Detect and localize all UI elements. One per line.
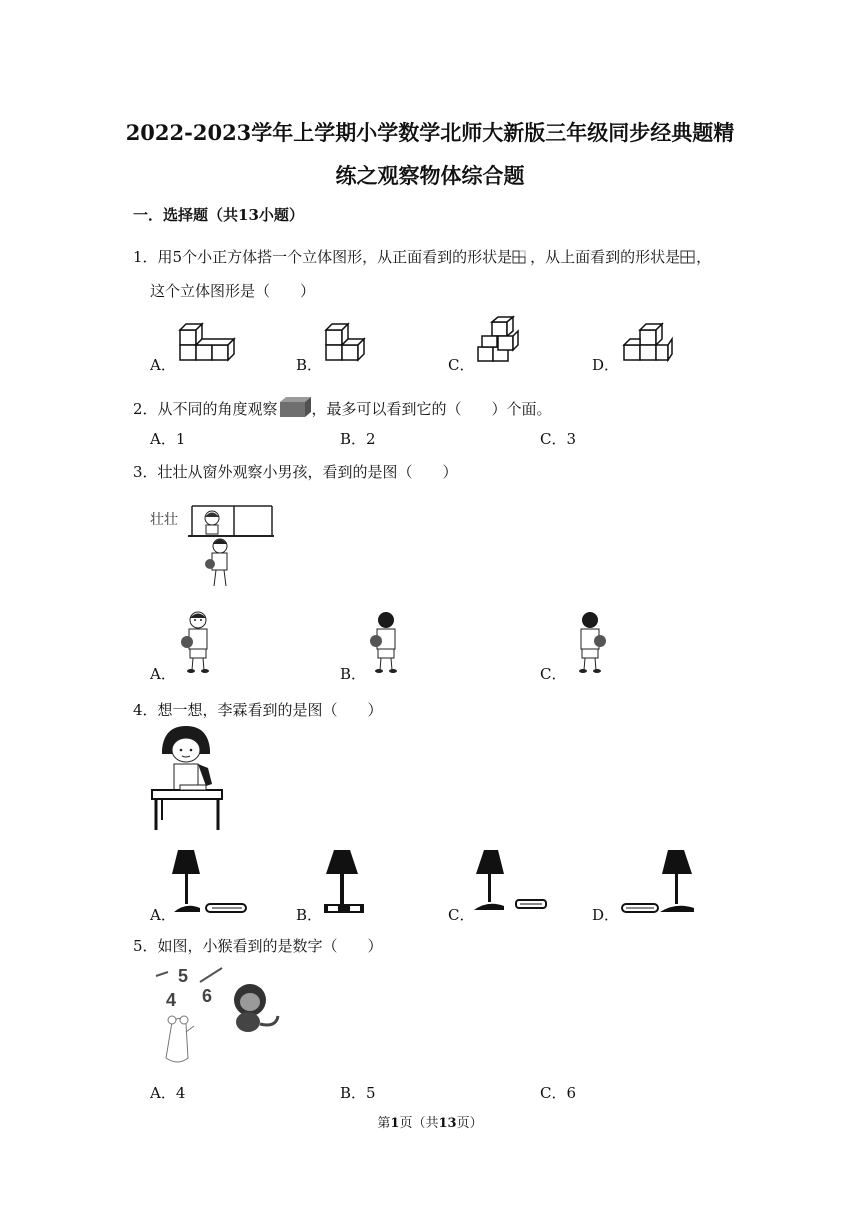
footer-pre: 第 xyxy=(377,1116,391,1131)
footer-page-number: 1 xyxy=(390,1116,400,1131)
question-3-text: 3．壮壮从窗外观察小男孩，看到的是图（ ） xyxy=(133,463,458,481)
q5-option-a[interactable]: A．4 xyxy=(150,1084,186,1102)
q5-numbers-mouse-monkey-illustration xyxy=(150,962,285,1074)
question-1-text-a: 1．用5个小正方体搭一个立体图形，从正面看到的形状是 xyxy=(133,248,513,266)
q4-option-a-label[interactable]: A． xyxy=(150,906,176,924)
brick-icon xyxy=(278,396,312,422)
title-line-2: 练之观察物体综合题 xyxy=(335,163,525,188)
q4-option-c-lamp-book[interactable] xyxy=(470,846,552,916)
q3-option-c-label[interactable]: C． xyxy=(540,665,567,683)
top-view-icon xyxy=(680,250,696,268)
q1-option-d-cubes-figure[interactable] xyxy=(620,320,674,364)
q1-option-c-label[interactable]: C． xyxy=(448,356,475,374)
q4-option-d-lamp-book[interactable] xyxy=(618,846,700,916)
q3-option-c-boy-back-mirrored[interactable] xyxy=(568,610,612,674)
q1-option-a-label[interactable]: A． xyxy=(150,356,176,374)
front-view-icon xyxy=(512,250,530,268)
q1-option-b-label[interactable]: B． xyxy=(296,356,323,374)
q2-option-b[interactable]: B．2 xyxy=(340,430,376,448)
q1-option-c-cubes-figure[interactable] xyxy=(474,314,528,366)
footer-post: 页） xyxy=(456,1116,483,1131)
question-1-text-b: ，从上面看到的形状是 xyxy=(530,248,681,266)
question-4-text: 4．想一想，李霖看到的是图（ ） xyxy=(133,701,383,719)
q5-option-c[interactable]: C．6 xyxy=(540,1084,577,1102)
q4-girl-at-desk-illustration xyxy=(150,724,226,834)
q1-option-a-cubes-figure[interactable] xyxy=(176,320,240,364)
q3-option-b-boy-back[interactable] xyxy=(364,610,408,674)
title-line-1: 2022-2023学年上学期小学数学北师大新版三年级同步经典题精 xyxy=(125,120,735,145)
question-1-text-d: 这个立体图形是（ ） xyxy=(150,282,316,300)
question-1-text-c: ， xyxy=(696,248,712,266)
question-2-text-a: 2．从不同的角度观察 xyxy=(133,400,278,418)
q5-option-b[interactable]: B．5 xyxy=(340,1084,376,1102)
question-2 xyxy=(133,396,552,422)
q4-option-b-label[interactable]: B． xyxy=(296,906,323,924)
page-footer xyxy=(0,1112,860,1131)
footer-mid: 页（共 xyxy=(399,1116,439,1131)
q4-option-b-lamp-book[interactable] xyxy=(318,846,374,916)
q4-option-d-label[interactable]: D． xyxy=(592,906,620,924)
svg-text:壮壮: 壮壮 xyxy=(150,513,178,528)
svg-text:5: 5 xyxy=(178,966,189,986)
question-2-text-b: ，最多可以看到它的（ ）个面。 xyxy=(311,400,552,418)
q1-option-d-label[interactable]: D． xyxy=(592,356,620,374)
q2-option-a[interactable]: A．1 xyxy=(150,430,186,448)
q3-option-a-boy-front[interactable] xyxy=(176,610,220,674)
q3-option-b-label[interactable]: B． xyxy=(340,665,367,683)
footer-total-pages: 13 xyxy=(438,1116,457,1131)
section-heading: 一．选择题（共13小题） xyxy=(133,206,304,224)
q3-window-boy-illustration xyxy=(148,496,278,592)
q4-option-c-label[interactable]: C． xyxy=(448,906,475,924)
svg-text:4: 4 xyxy=(166,990,177,1010)
svg-text:6: 6 xyxy=(202,986,213,1006)
q2-option-c[interactable]: C．3 xyxy=(540,430,577,448)
question-5-text: 5．如图，小猴看到的是数字（ ） xyxy=(133,937,383,955)
question-1 xyxy=(133,246,711,268)
q4-option-a-lamp-book[interactable] xyxy=(170,846,250,916)
q3-option-a-label[interactable]: A． xyxy=(150,665,176,683)
q1-option-b-cubes-figure[interactable] xyxy=(322,320,372,364)
